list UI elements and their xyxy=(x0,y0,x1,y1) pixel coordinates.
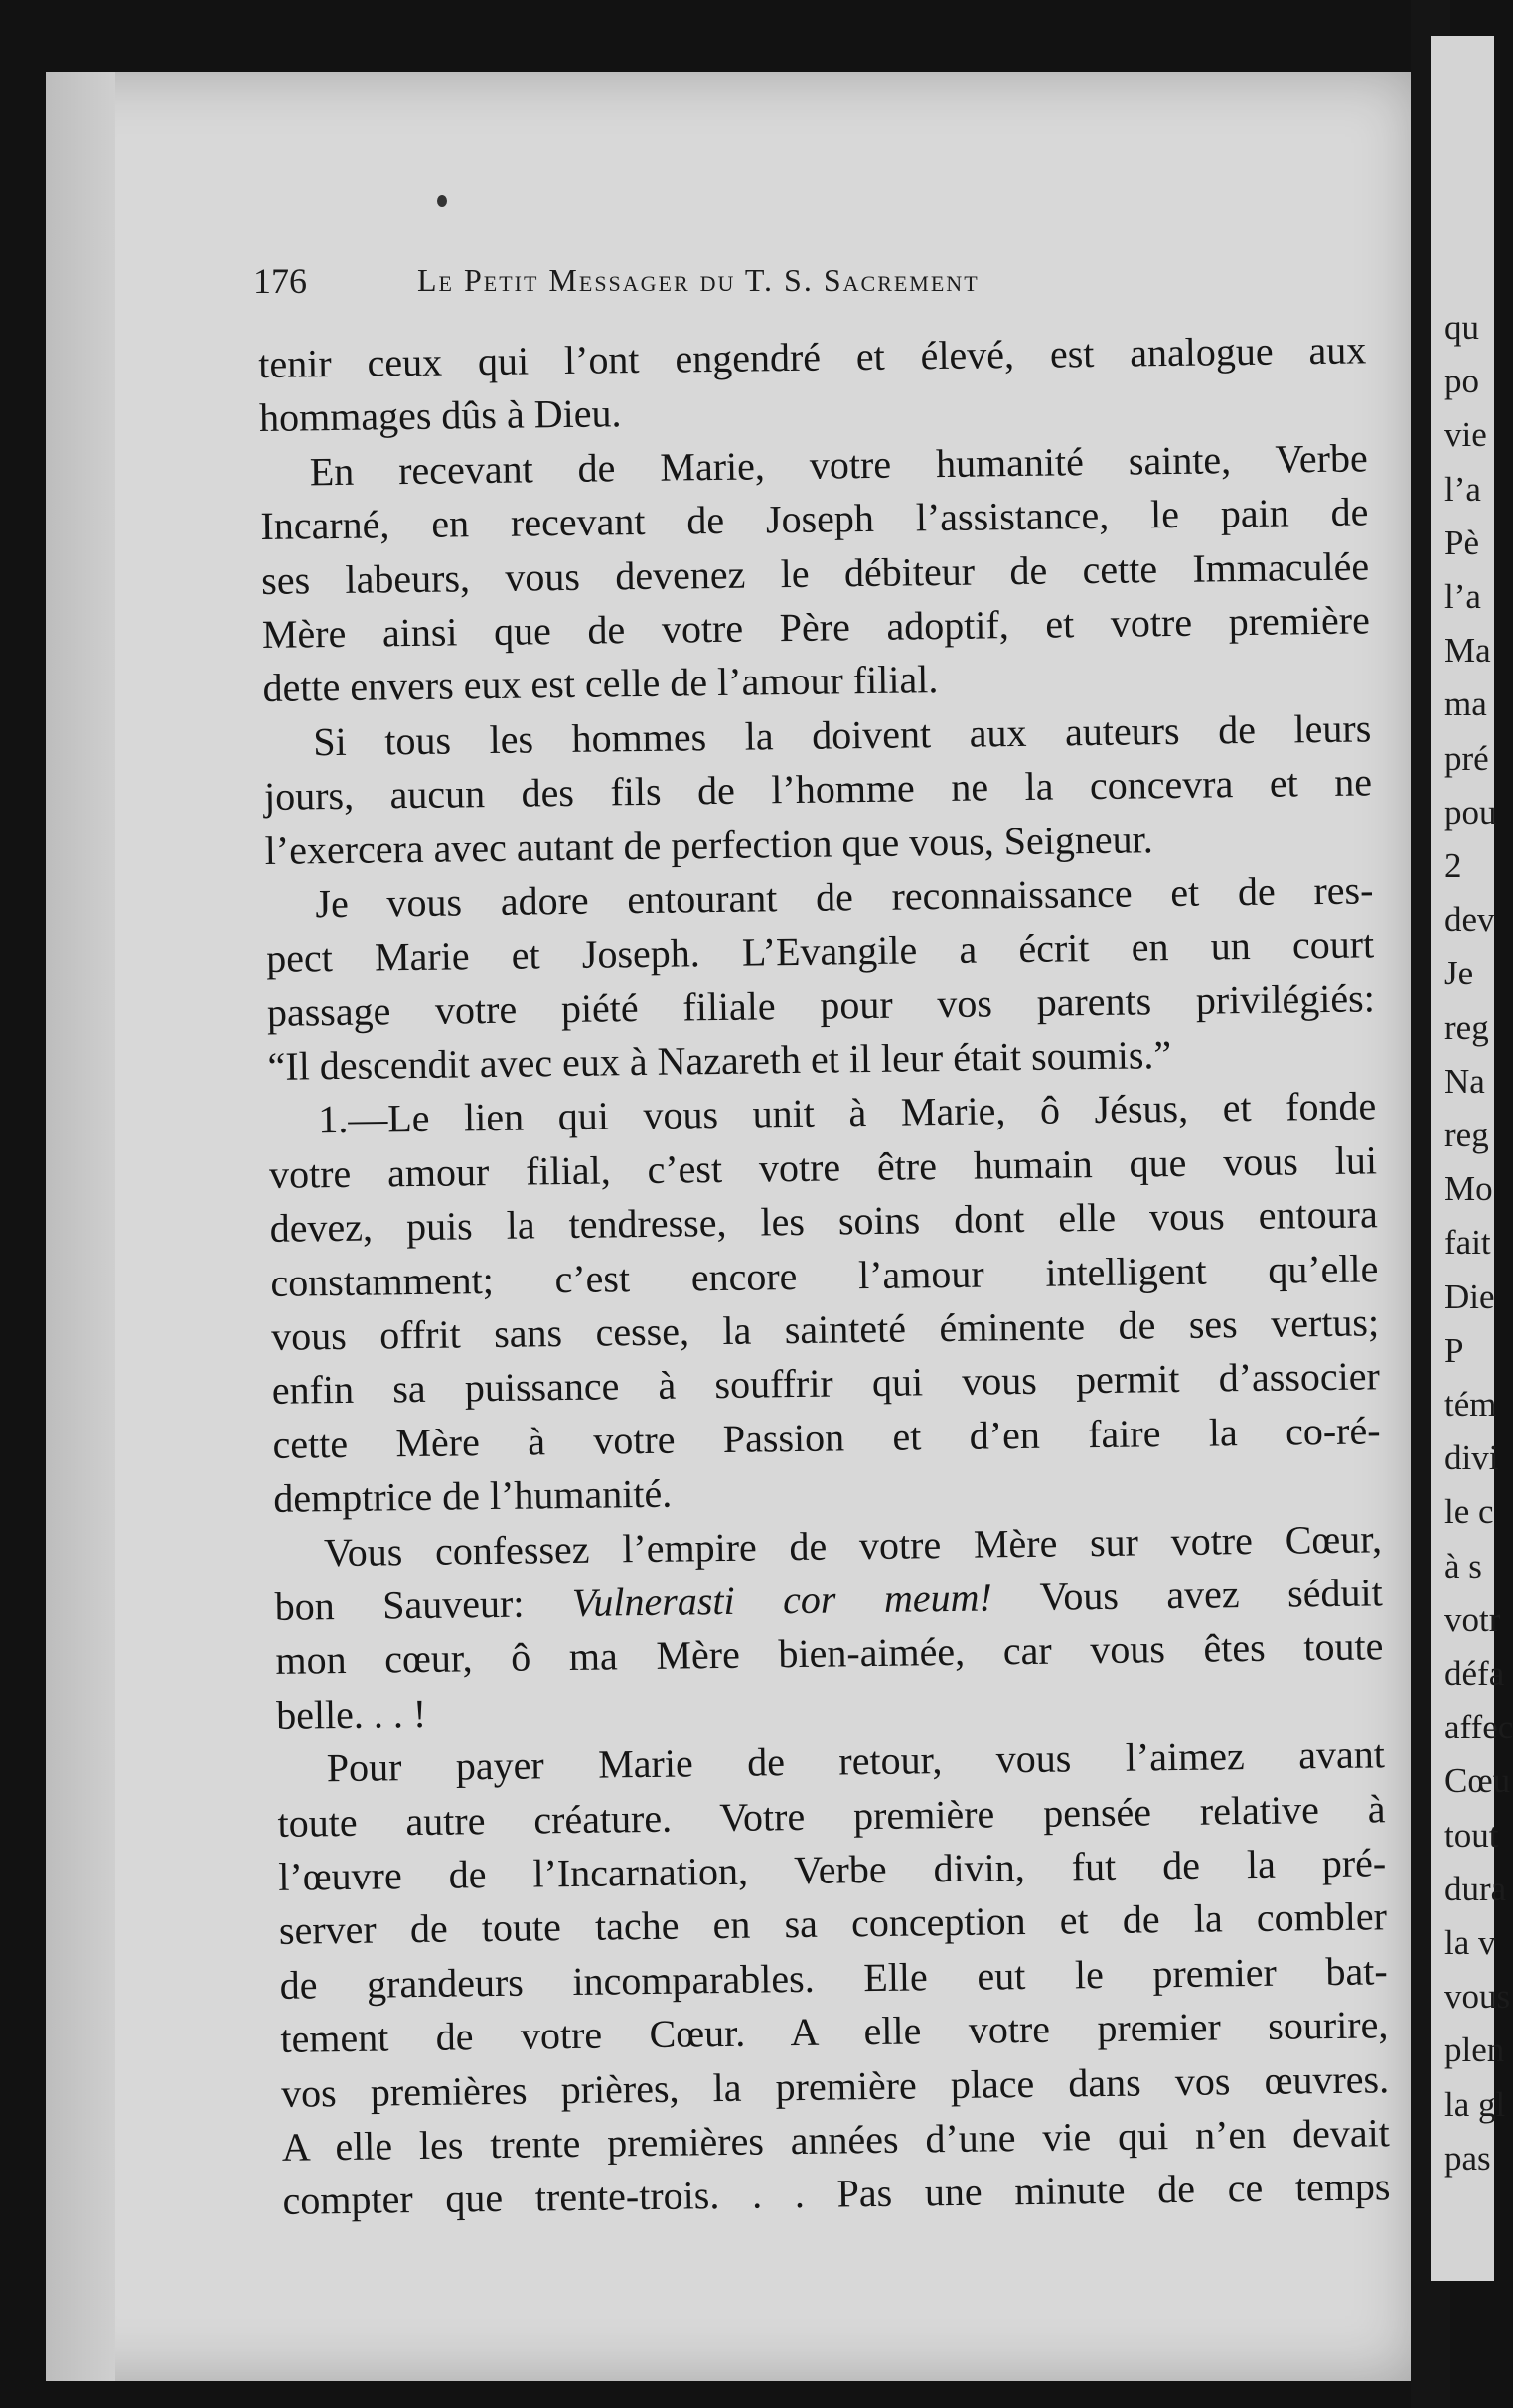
text-line: l’exercera avec autant de perfection que vous, Seigneur. xyxy=(264,816,1154,873)
text-line: mon cœur, ô ma Mère bien-aimée, car vous êtes toute xyxy=(275,1623,1384,1684)
text-line: passage votre piété filiale pour vos parents privilégiés: xyxy=(266,976,1376,1035)
right-page-line: divi xyxy=(1444,1438,1499,1478)
text-line: vous offrit sans cesse, la sainteté éminente de ses vertus; xyxy=(270,1299,1380,1359)
right-page-line: pré xyxy=(1444,738,1489,778)
right-page-line: qu xyxy=(1444,308,1479,347)
text-line: Vous confessez l’empire de votre Mère sur votre Cœur, xyxy=(323,1515,1383,1575)
right-page-line: Cœu xyxy=(1444,1761,1511,1801)
right-page-line: Je xyxy=(1444,954,1474,993)
right-page-line: Mo xyxy=(1444,1169,1493,1209)
text-run: bon Sauveur: xyxy=(274,1580,573,1629)
text-run: Vous avez séduit xyxy=(991,1570,1383,1620)
right-page-line: la gl xyxy=(1444,2084,1506,2124)
text-line: En recevant de Marie, votre humanité sainte, Verbe xyxy=(309,435,1368,495)
text-line: Si tous les hommes la doivent aux auteurs de leurs xyxy=(313,705,1372,765)
page-number: 176 xyxy=(253,261,307,301)
right-page-line: pas xyxy=(1444,2138,1491,2178)
right-page-line: à s xyxy=(1444,1546,1482,1585)
right-page-line: fait xyxy=(1444,1223,1491,1263)
right-page-line: défa xyxy=(1444,1654,1505,1693)
latin-quote: Vulnerasti cor meum! xyxy=(571,1575,993,1625)
right-page-line: l’a xyxy=(1444,577,1481,616)
text-line: pect Marie et Joseph. L’Evangile a écrit en un court xyxy=(265,921,1375,981)
right-page-line: po xyxy=(1444,362,1479,401)
body-text xyxy=(258,323,1391,2228)
right-page-line: ma xyxy=(1444,684,1487,724)
text-line: Incarné, en recevant de Joseph l’assistance, le pain de xyxy=(260,489,1369,549)
right-page-line: Na xyxy=(1444,1061,1485,1101)
right-page-line: 2 xyxy=(1444,846,1462,885)
ink-speck xyxy=(437,195,447,207)
right-page-fragment xyxy=(1431,36,1513,2281)
text-line: A elle les trente premières années d’une vie qui n’en devait xyxy=(281,2110,1391,2170)
right-page-line: l’a xyxy=(1444,469,1481,509)
text-line: server de toute tache en sa conception et de la combler xyxy=(278,1893,1388,1954)
right-page-line: votr xyxy=(1444,1599,1501,1639)
page-edge xyxy=(46,72,115,2381)
text-line: Mère ainsi que de votre Père adoptif, et votre première xyxy=(261,597,1371,657)
text-line: Je vous adore entourant de reconnaissance et de res- xyxy=(315,867,1374,927)
text-line: ses labeurs, vous devenez le débiteur de cette Immaculée xyxy=(260,542,1370,603)
right-page-line: Ma xyxy=(1444,631,1491,671)
text-line: tement de votre Cœur. A elle votre premier sourire, xyxy=(280,2002,1389,2061)
right-page-line: reg xyxy=(1444,1007,1489,1047)
text-line: demptrice de l’humanité. xyxy=(273,1470,673,1522)
right-page-line: dura xyxy=(1444,1869,1507,1908)
right-page-line: Pè xyxy=(1444,523,1479,562)
right-page-line: tout xyxy=(1444,1815,1499,1855)
right-page-line: Die xyxy=(1444,1277,1495,1316)
text-line: de grandeurs incomparables. Elle eut le premier bat- xyxy=(279,1947,1388,2008)
right-page-line: le c xyxy=(1444,1492,1494,1532)
right-page-line: affec xyxy=(1444,1708,1513,1747)
text-line: enfin sa puissance à souffrir qui vous permit d’associer xyxy=(271,1353,1381,1414)
right-page-line: vie xyxy=(1444,415,1487,455)
text-line: compter que trente-trois. . . Pas une minute de ce temps xyxy=(282,2164,1391,2224)
running-head: Le Petit Messager du T. S. Sacrement xyxy=(417,262,980,298)
text-line: devez, puis la tendresse, les soins dont elle vous entoura xyxy=(269,1191,1378,1252)
text-line: 1.—Le lien qui vous unit à Marie, ô Jésus, et fonde xyxy=(318,1083,1377,1142)
text-line: hommages dûs à Dieu. xyxy=(258,390,622,441)
right-page-line: dev xyxy=(1444,900,1495,940)
page-header xyxy=(253,260,1306,310)
right-page-line: vous xyxy=(1444,1977,1511,2017)
right-page-line: reg xyxy=(1444,1116,1489,1154)
text-line: jours, aucun des fils de l’homme ne la concevra et ne xyxy=(263,759,1373,820)
right-page-line: tém xyxy=(1444,1385,1497,1424)
text-line: cette Mère à votre Passion et d’en faire la co-ré- xyxy=(272,1408,1381,1467)
text-line: Pour payer Marie de retour, vous l’aimez avant xyxy=(326,1731,1386,1791)
right-page-line: la v xyxy=(1444,1923,1496,1962)
text-line: “Il descendit avec eux à Nazareth et il leur était soumis.” xyxy=(267,1032,1172,1090)
text-line: constamment; c’est encore l’amour intelligent qu’elle xyxy=(270,1245,1379,1305)
text-line: belle. . . ! xyxy=(275,1690,427,1737)
right-page-line: plen xyxy=(1444,2031,1505,2070)
text-line: toute autre créature. Votre première pensée relative à xyxy=(277,1785,1386,1846)
text-line: tenir ceux qui l’ont engendré et élevé, est analogue aux xyxy=(258,327,1367,386)
text-line: l’œuvre de l’Incarnation, Verbe divin, fut de la pré- xyxy=(277,1840,1387,1899)
text-line: vos premières prières, la première place dans vos œuvres. xyxy=(280,2055,1390,2116)
right-page-line: P xyxy=(1444,1330,1464,1370)
text-line: dette envers eux est celle de l’amour filial. xyxy=(262,657,939,711)
text-line: votre amour filial, c’est votre être humain que vous lui xyxy=(268,1137,1378,1197)
right-page-line: pou xyxy=(1444,792,1497,831)
